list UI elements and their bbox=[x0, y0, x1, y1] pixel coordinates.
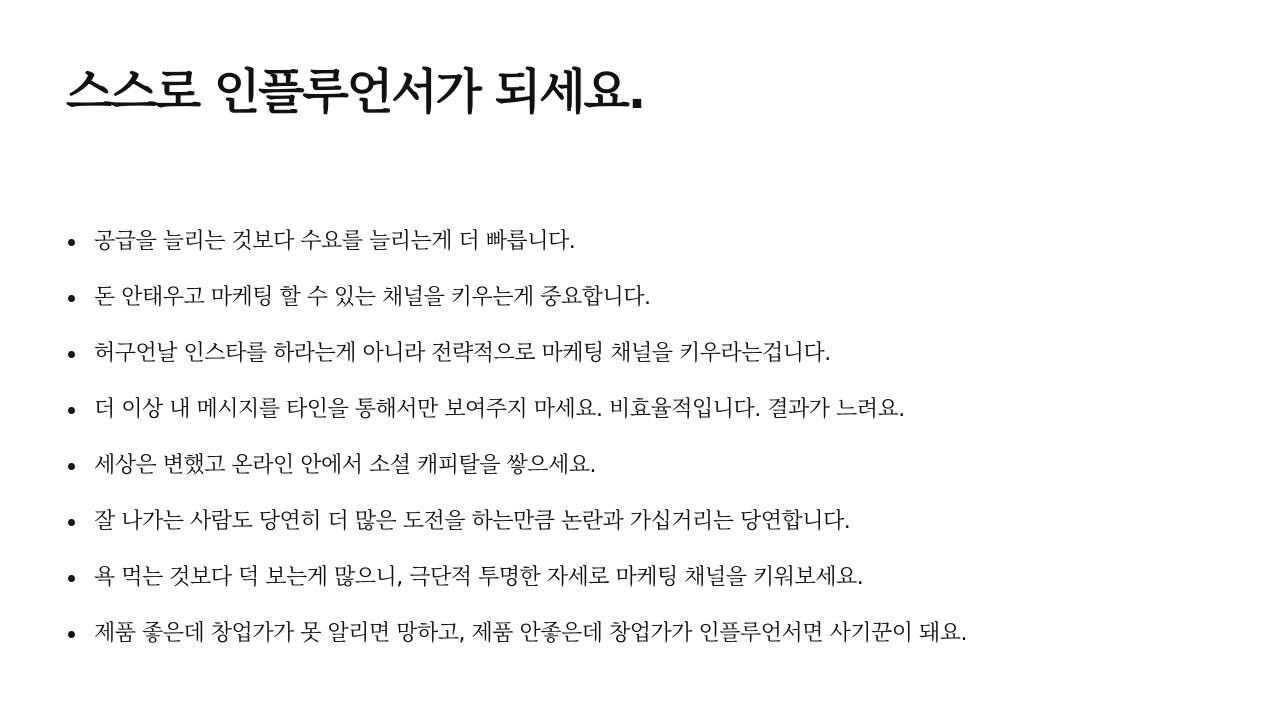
bullet-item bbox=[66, 494, 967, 550]
bullet-dot-icon bbox=[68, 463, 75, 470]
bullet-dot-icon bbox=[68, 351, 75, 358]
bullet-text: 잘 나가는 사람도 당연히 더 많은 도전을 하는만큼 논란과 가십거리는 당연합니다. bbox=[94, 509, 851, 534]
bullet-dot-icon bbox=[68, 519, 75, 526]
bullet-item bbox=[66, 438, 967, 494]
bullet-dot-icon bbox=[68, 407, 75, 414]
bullet-dot-icon bbox=[68, 575, 75, 582]
bullet-text: 제품 좋은데 창업가가 못 알리면 망하고, 제품 안좋은데 창업가가 인플루언서면 사기꾼이 돼요. bbox=[94, 621, 967, 646]
bullet-item bbox=[66, 382, 967, 438]
bullet-dot-icon bbox=[68, 239, 75, 246]
bullet-dot-icon bbox=[68, 295, 75, 302]
bullet-text: 돈 안태우고 마케팅 할 수 있는 채널을 키우는게 중요합니다. bbox=[94, 285, 651, 310]
bullet-text: 공급을 늘리는 것보다 수요를 늘리는게 더 빠릅니다. bbox=[94, 229, 576, 254]
bullet-text: 욕 먹는 것보다 덕 보는게 많으니, 극단적 투명한 자세로 마케팅 채널을 키워보세요. bbox=[94, 565, 864, 590]
bullet-text: 더 이상 내 메시지를 타인을 통해서만 보여주지 마세요. 비효율적입니다. 결과가 느려요. bbox=[94, 397, 905, 422]
bullet-item bbox=[66, 550, 967, 606]
bullet-dot-icon bbox=[68, 631, 75, 638]
bullet-item bbox=[66, 270, 967, 326]
bullet-list bbox=[66, 214, 967, 662]
slide-title: 스스로 인플루언서가 되세요. bbox=[66, 64, 645, 120]
bullet-item bbox=[66, 606, 967, 662]
bullet-text: 세상은 변했고 온라인 안에서 소셜 캐피탈을 쌓으세요. bbox=[94, 453, 596, 478]
bullet-item bbox=[66, 326, 967, 382]
bullet-item bbox=[66, 214, 967, 270]
bullet-text: 허구언날 인스타를 하라는게 아니라 전략적으로 마케팅 채널을 키우라는겁니다. bbox=[94, 341, 831, 366]
